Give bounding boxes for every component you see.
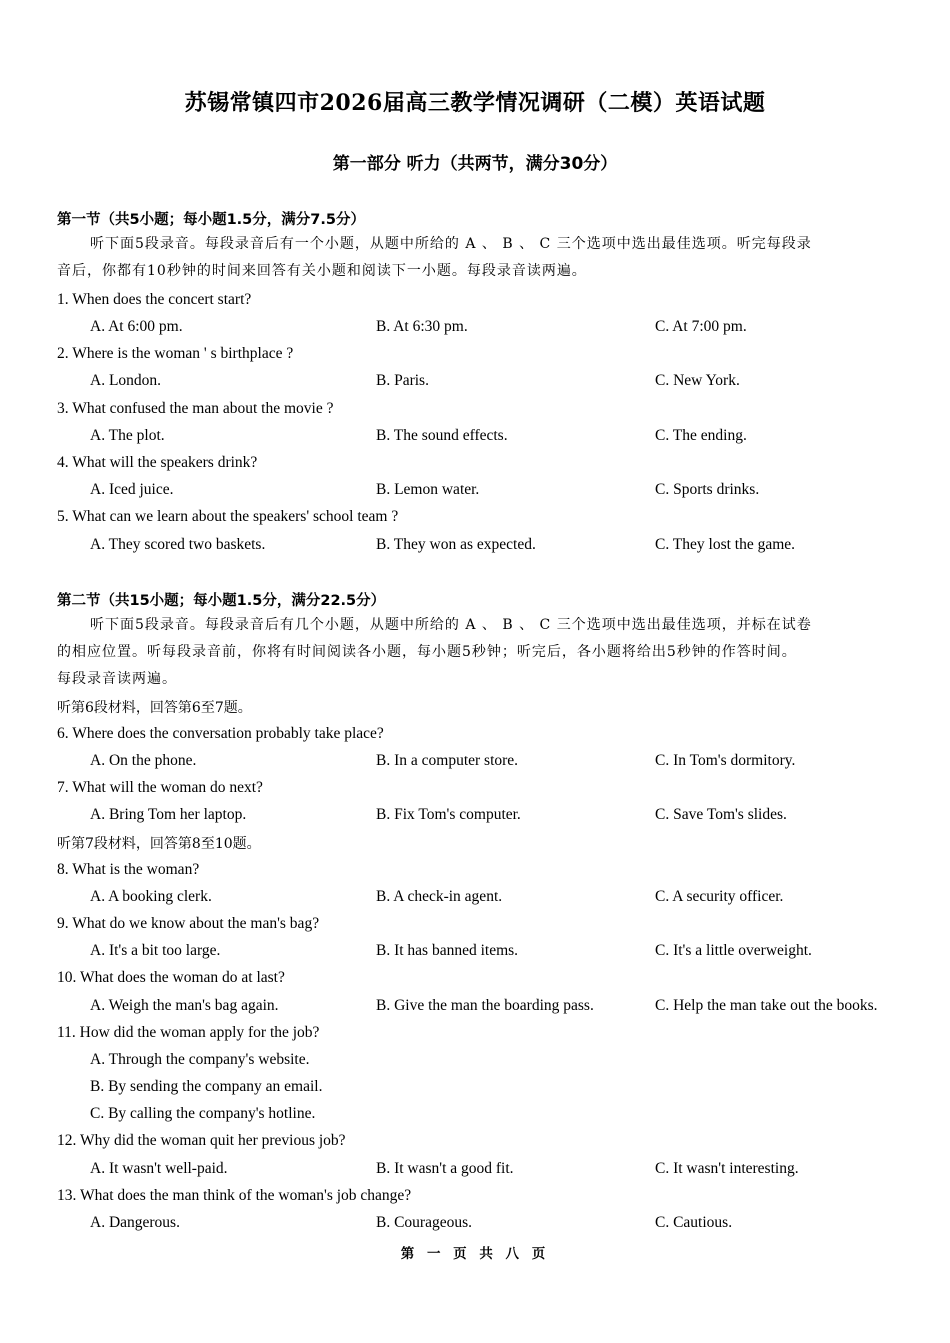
question-stem: 13. What does the man think of the woman's job change? bbox=[57, 1187, 412, 1204]
option-a: A. They scored two baskets. bbox=[90, 536, 266, 553]
option-c: C. Sports drinks. bbox=[655, 481, 760, 498]
option-a: A. Through the company's website. bbox=[90, 1051, 310, 1068]
section1-instruction-1: 听下面5段录音。每段录音后有一个小题，从题中所给的 A 、 B 、 C 三个选项中选出最佳选项。听完每段录 bbox=[90, 236, 812, 252]
option-b: B. A check-in agent. bbox=[376, 888, 503, 905]
question-stem: 12. Why did the woman quit her previous job? bbox=[57, 1132, 346, 1149]
option-a: A. It's a bit too large. bbox=[90, 942, 221, 959]
option-c: C. By calling the company's hotline. bbox=[90, 1105, 316, 1122]
option-b: B. By sending the company an email. bbox=[90, 1078, 323, 1095]
option-c: C. In Tom's dormitory. bbox=[655, 752, 796, 769]
option-c: C. Save Tom's slides. bbox=[655, 806, 787, 823]
question-stem: 2. Where is the woman ' s birthplace ? bbox=[57, 345, 294, 362]
option-b: B. Fix Tom's computer. bbox=[376, 806, 521, 823]
option-a: A. Weigh the man's bag again. bbox=[90, 997, 279, 1014]
option-c: C. At 7:00 pm. bbox=[655, 318, 747, 335]
option-c: C. New York. bbox=[655, 372, 740, 389]
option-a: A. At 6:00 pm. bbox=[90, 318, 183, 335]
question-stem: 3. What confused the man about the movie ? bbox=[57, 400, 334, 417]
question-stem: 6. Where does the conversation probably take place? bbox=[57, 725, 384, 742]
option-b: B. Paris. bbox=[376, 372, 429, 389]
option-c: C. Help the man take out the books. bbox=[655, 997, 878, 1014]
question-stem: 1. When does the concert start? bbox=[57, 291, 252, 308]
option-c: C. It wasn't interesting. bbox=[655, 1160, 799, 1177]
question-stem: 4. What will the speakers drink? bbox=[57, 454, 258, 471]
option-c: C. Cautious. bbox=[655, 1214, 733, 1231]
option-a: A. Dangerous. bbox=[90, 1214, 180, 1231]
option-c: C. They lost the game. bbox=[655, 536, 796, 553]
section2-instruction-1: 听下面5段录音。每段录音后有几个小题，从题中所给的 A 、 B 、 C 三个选项中选出最佳选项，并标在试卷 bbox=[90, 617, 812, 633]
question-stem: 9. What do we know about the man's bag? bbox=[57, 915, 320, 932]
question-stem: 7. What will the woman do next? bbox=[57, 779, 263, 796]
option-b: B. They won as expected. bbox=[376, 536, 536, 553]
page-number: 第 一 页 共 八 页 bbox=[400, 1246, 550, 1262]
option-c: C. It's a little overweight. bbox=[655, 942, 812, 959]
option-b: B. Courageous. bbox=[376, 1214, 473, 1231]
option-a: A. London. bbox=[90, 372, 162, 389]
section2-instruction-3: 每段录音读两遍。 bbox=[57, 671, 177, 687]
option-b: B. Give the man the boarding pass. bbox=[376, 997, 594, 1014]
option-c: C. The ending. bbox=[655, 427, 747, 444]
question-stem: 11. How did the woman apply for the job? bbox=[57, 1024, 320, 1041]
material-note: 听第7段材料，回答第8至10题。 bbox=[57, 836, 261, 852]
option-a: A. Bring Tom her laptop. bbox=[90, 806, 247, 823]
section2-instruction-2: 的相应位置。听每段录音前，你将有时间阅读各小题，每小题5秒钟；听完后，各小题将给出5秒钟的作答时间。 bbox=[57, 644, 797, 660]
page-title: 苏锡常镇四市2026届高三教学情况调研（二模）英语试题 bbox=[184, 90, 766, 116]
option-b: B. Lemon water. bbox=[376, 481, 480, 498]
option-a: A. On the phone. bbox=[90, 752, 197, 769]
part-heading: 第一部分 听力（共两节，满分30分） bbox=[332, 154, 618, 174]
option-b: B. It wasn't a good fit. bbox=[376, 1160, 514, 1177]
option-a: A. The plot. bbox=[90, 427, 165, 444]
question-stem: 8. What is the woman? bbox=[57, 861, 200, 878]
material-note: 听第6段材料，回答第6至7题。 bbox=[57, 700, 252, 716]
option-b: B. In a computer store. bbox=[376, 752, 519, 769]
option-b: B. It has banned items. bbox=[376, 942, 519, 959]
option-b: B. The sound effects. bbox=[376, 427, 508, 444]
option-c: C. A security officer. bbox=[655, 888, 784, 905]
option-a: A. It wasn't well-paid. bbox=[90, 1160, 228, 1177]
option-a: A. Iced juice. bbox=[90, 481, 174, 498]
section1-instruction-2: 音后，你都有10秒钟的时间来回答有关小题和阅读下一小题。每段录音读两遍。 bbox=[57, 263, 587, 279]
section1-heading: 第一节（共5小题；每小题1.5分，满分7.5分） bbox=[57, 212, 365, 228]
question-stem: 10. What does the woman do at last? bbox=[57, 969, 285, 986]
option-b: B. At 6:30 pm. bbox=[376, 318, 468, 335]
option-a: A. A booking clerk. bbox=[90, 888, 212, 905]
section2-heading: 第二节（共15小题；每小题1.5分，满分22.5分） bbox=[57, 593, 386, 609]
question-stem: 5. What can we learn about the speakers' school team ? bbox=[57, 508, 399, 525]
